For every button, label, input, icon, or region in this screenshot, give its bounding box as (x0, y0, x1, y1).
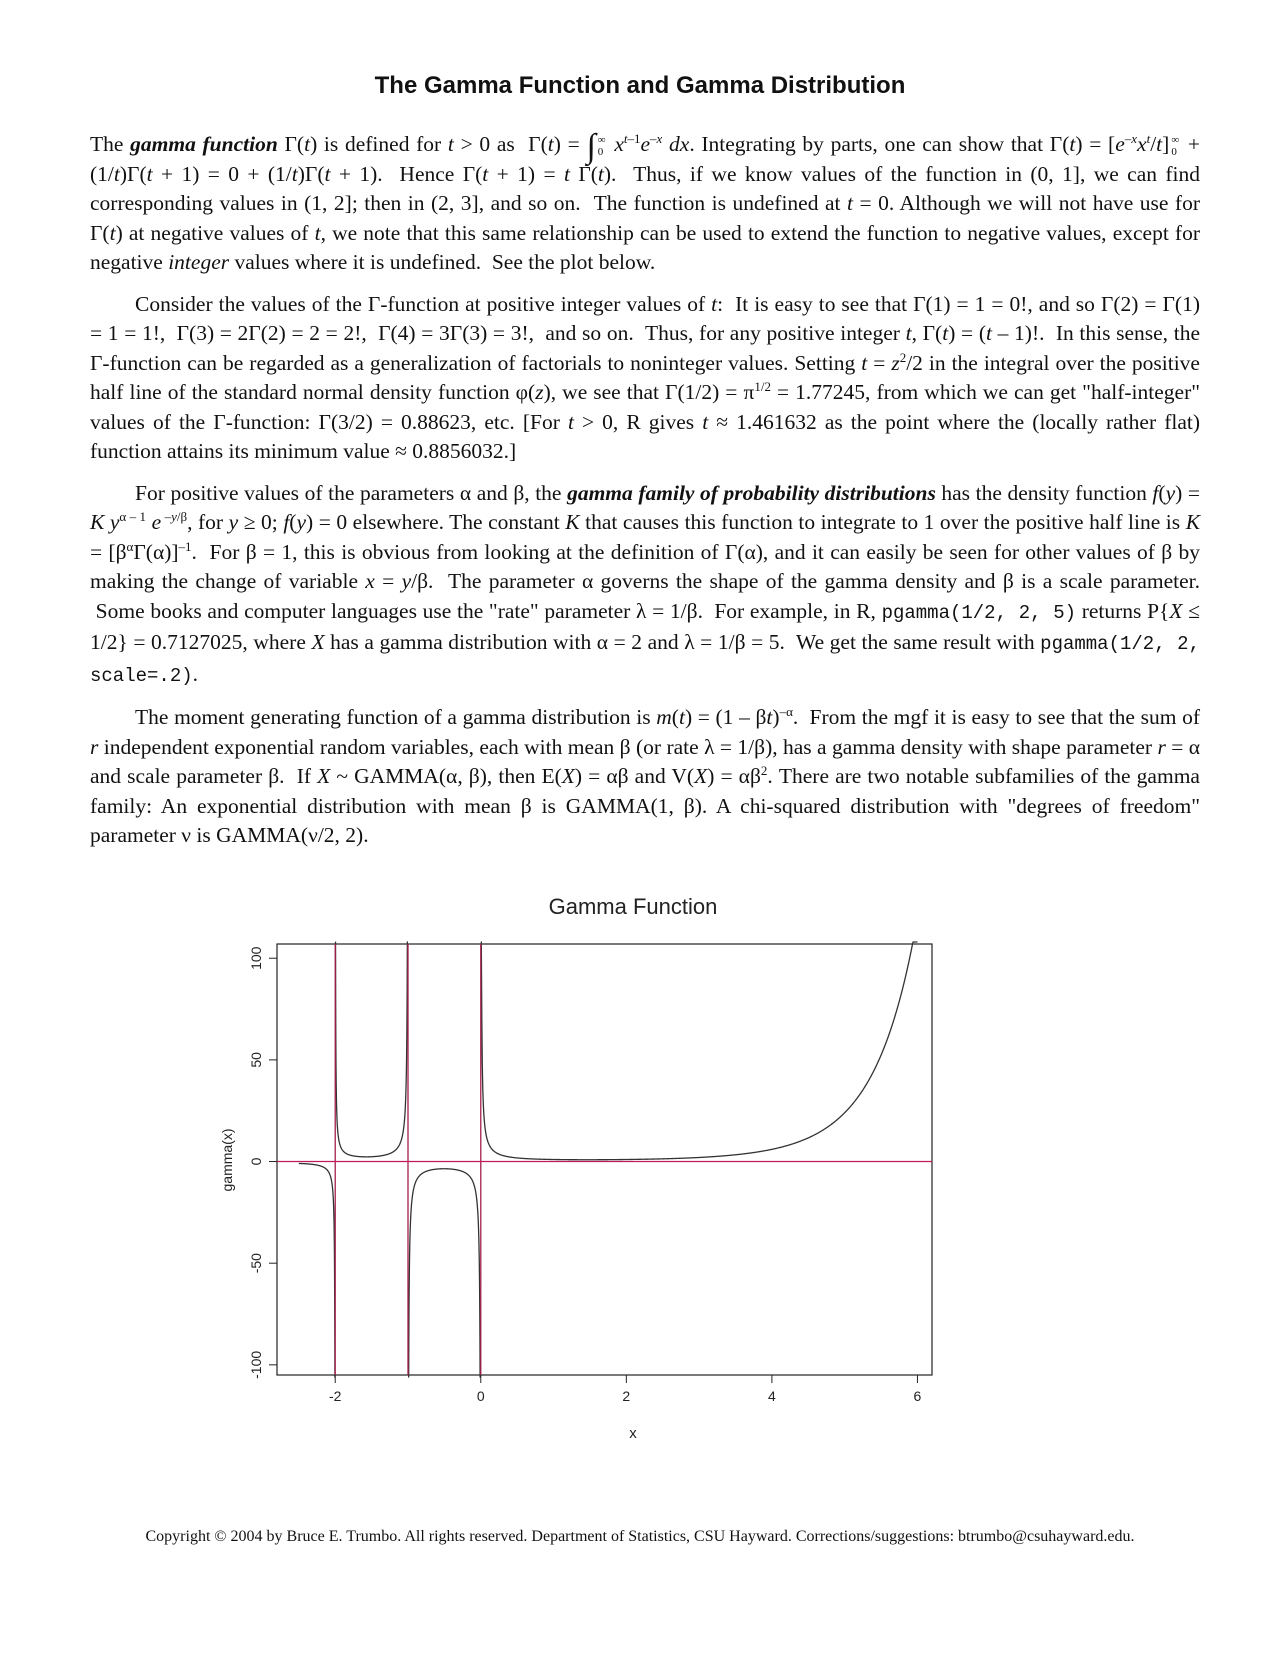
y-tick-label: -100 (248, 1350, 264, 1379)
paragraph-integer-values: Consider the values of the Γ-function at positive integer values of t: It is easy to see that Γ(1) = 1 = 0!, and so Γ(2) = Γ(1) = 1 = 1!, Γ(3) = 2Γ(2) = 2 = 2!, Γ(4) = 3Γ(3) = 3!, and so on. Thus, for any positive integer t, Γ(t) = (t – 1)!. In this sense, the Γ-function can be regarded as a generalization of factorials to noninteger values. Setting $t = z^2/2$ in the integral over the positive half line of the standard normal density function φ(z), we see that $\Gamma(1/2) = \pi^{1/2} = 1.77245$, from which we can get "half-integer" values of the Γ-function: Γ(3/2) = 0.88623, etc. [For t > 0, R gives t ≈ 1.461632 as the point where the (locally rather flat) function attains its minimum value ≈ 0.8856032.] (90, 291, 1201, 463)
y-tick-label: -50 (248, 1253, 264, 1274)
paragraph-gamma-function: The gamma function Γ(t) is defined for t > 0 as Γ(t) = ∫ ∞ 0 $x^{t-1}e^{-x}$ dx. Integrating by parts, one can show that $\Gamma(t) = [e^{-x}x^t/t]$ ∞ 0 + (1/t)Γ(t + 1) = 0 + (1/t)Γ(t + 1). Hence Γ(t + 1) = t Γ(t). Thus, if we know values of the function in (0, 1], we can find corresponding values in (1, 2]; then in (2, 3], and so on. The function is undefined at t = 0. Although we will not have use for Γ(t) at negative values of t, we note that this same relationship can be used to extend the function to negative values, except for negative integer values where it is undefined. See the plot below. (90, 128, 1201, 274)
page-title: The Gamma Function and Gamma Distribution (374, 72, 906, 99)
x-tick-label: 0 (476, 1388, 485, 1404)
chart-plot-area (248, 942, 932, 1404)
gamma-curve-segment-3 (408, 1169, 481, 1377)
x-tick-label: 6 (913, 1388, 922, 1404)
x-tick-label: 2 (622, 1388, 631, 1404)
x-tick-label: 4 (767, 1388, 776, 1404)
x-tick-label: -2 (328, 1388, 342, 1404)
gamma-curve-segment-4 (481, 942, 918, 1160)
chart-title: Gamma Function (548, 894, 718, 919)
gamma-curve-segment-1 (299, 1163, 335, 1377)
y-tick-label: 50 (248, 1052, 264, 1068)
gamma-chart (0, 890, 1280, 1490)
gamma-curve-segment-2 (335, 942, 408, 1157)
y-tick-label: 0 (248, 1157, 264, 1166)
chart-y-axis-label: gamma(x) (219, 1128, 235, 1192)
paragraph-mgf: The moment generating function of a gamma distribution is m(t) = (1 – βt)$^{-\alpha}$. From the mgf it is easy to see that the sum of r independent exponential random variables, each with mean β (or rate λ = 1/β), has a gamma density with shape parameter r = α and scale parameter β. If X ~ GAMMA(α, β), then E(X) = αβ and $V(X) = \alpha\beta^2$. There are two notable subfamilies of the gamma family: An exponential distribution with mean β is GAMMA(1, β). A chi-squared distribution with "degrees of freedom" parameter ν is GAMMA(ν/2, 2). (90, 703, 1200, 847)
gamma-chart-svg (0, 890, 1280, 1490)
chart-x-axis-label: x (629, 1425, 637, 1442)
paragraph-gamma-family: For positive values of the parameters α and β, the gamma family of probability distributions has the density function f(y) = K $y^{\alpha - 1}$ e $^{-y/\beta}$, for y ≥ 0; f(y) = 0 elsewhere. The constant K that causes this function to integrate to 1 over the positive half line is $K = [\beta^\alpha\Gamma(\alpha)]^{-1}$. For β = 1, this is obvious from looking at the definition of Γ(α), and it can easily be seen for other values of β by making the change of variable x = y/β. The parameter α governs the shape of the gamma density and β is a scale parameter. Some books and computer languages use the "rate" parameter λ = 1/β. For example, in R, pgamma(1/2, 2, 5) returns P{X ≤ 1/2} = 0.7127025, where X has a gamma distribution with α = 2 and λ = 1/β = 5. We get the same result with pgamma(1/2, 2, scale=.2). (90, 480, 1201, 687)
document-body (90, 130, 1200, 863)
y-tick-label: 100 (248, 946, 264, 970)
copyright-footer: Copyright © 2004 by Bruce E. Trumbo. All rights reserved. Department of Statistics, CSU Hayward. Corrections/suggestions: btrumbo@csuhayward.edu. (145, 1528, 1135, 1545)
